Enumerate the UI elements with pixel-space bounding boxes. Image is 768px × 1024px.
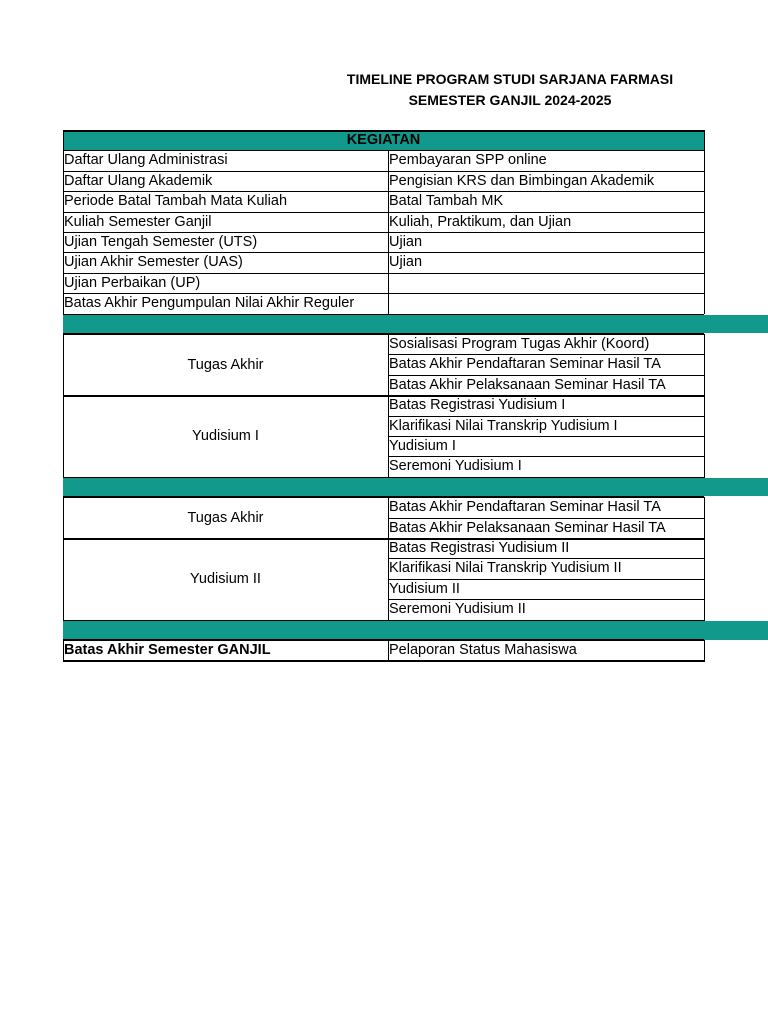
activity-cell: Ujian Tengah Semester (UTS)	[64, 234, 258, 250]
right-border	[704, 395, 705, 478]
mid-border	[388, 150, 389, 313]
detail-cell	[388, 273, 704, 293]
left-border	[63, 497, 64, 539]
left-border	[63, 130, 64, 314]
left-border	[63, 640, 64, 660]
table-bottom-border	[63, 660, 705, 662]
table-top-border	[63, 130, 704, 132]
right-border	[704, 640, 705, 660]
group-item: Batas Akhir Pelaksanaan Seminar Hasil TA	[389, 519, 666, 536]
detail-cell: Ujian	[389, 254, 423, 271]
title-line-2: SEMESTER GANJIL 2024-2025	[408, 92, 612, 108]
tugas-akhir-label: Tugas Akhir	[187, 356, 264, 373]
tugas-akhir-label: Tugas Akhir	[187, 509, 264, 526]
section-band-2	[63, 478, 768, 496]
group-item: Batas Akhir Pelaksanaan Seminar Hasil TA	[389, 376, 666, 393]
mid-border	[388, 395, 389, 477]
mid-border	[388, 334, 389, 395]
group-item: Sosialisasi Program Tugas Akhir (Koord)	[389, 336, 650, 352]
detail-cell: Kuliah, Praktikum, dan Ujian	[389, 213, 572, 230]
mid-border	[388, 538, 389, 620]
group-item: Klarifikasi Nilai Transkrip Yudisium I	[389, 417, 618, 434]
group-item: Batas Akhir Pendaftaran Seminar Hasil TA	[389, 356, 661, 373]
group-item: Batas Akhir Pendaftaran Seminar Hasil TA	[389, 499, 661, 516]
right-border	[704, 497, 705, 539]
detail-cell: Pembayaran SPP online	[389, 152, 547, 169]
section-band-3	[63, 621, 768, 640]
activity-cell: Ujian Akhir Semester (UAS)	[64, 254, 243, 271]
mid-border	[388, 497, 389, 538]
activity-cell: Periode Batal Tambah Mata Kuliah	[64, 193, 288, 210]
activity-cell: Ujian Perbaikan (UP)	[64, 274, 201, 291]
yudisium-label: Yudisium II	[190, 570, 261, 587]
detail-cell	[388, 293, 704, 313]
title-line-1: TIMELINE PROGRAM STUDI SARJANA FARMASI	[346, 71, 674, 87]
activity-cell: Daftar Ulang Akademik	[64, 172, 213, 189]
detail-cell: Pengisian KRS dan Bimbingan Akademik	[389, 172, 655, 189]
right-border	[704, 334, 705, 396]
group-item: Yudisium II	[389, 580, 460, 597]
semester-end-label: Batas Akhir Semester GANJIL	[64, 642, 271, 658]
group-item: Klarifikasi Nilai Transkrip Yudisium II	[389, 560, 622, 577]
activity-cell: Kuliah Semester Ganjil	[64, 213, 212, 230]
left-border	[63, 334, 64, 396]
yudisium-label: Yudisium I	[192, 427, 259, 444]
group-item: Seremoni Yudisium I	[389, 458, 522, 475]
right-border	[704, 538, 705, 621]
right-border	[704, 130, 705, 314]
left-border	[63, 395, 64, 478]
activity-cell: Daftar Ulang Administrasi	[64, 152, 228, 169]
detail-cell: Ujian	[389, 234, 423, 250]
group-item: Batas Registrasi Yudisium I	[389, 397, 566, 414]
section-band-1	[63, 315, 768, 333]
table-header: KEGIATAN	[346, 132, 421, 149]
left-border	[63, 538, 64, 621]
group-item: Seremoni Yudisium II	[389, 601, 526, 618]
group-item: Batas Registrasi Yudisium II	[389, 540, 570, 556]
mid-border	[388, 640, 389, 660]
activity-cell: Batas Akhir Pengumpulan Nilai Akhir Reguler	[64, 295, 355, 312]
group-item: Yudisium I	[389, 438, 456, 454]
semester-end-detail: Pelaporan Status Mahasiswa	[389, 642, 577, 658]
detail-cell: Batal Tambah MK	[389, 193, 504, 210]
